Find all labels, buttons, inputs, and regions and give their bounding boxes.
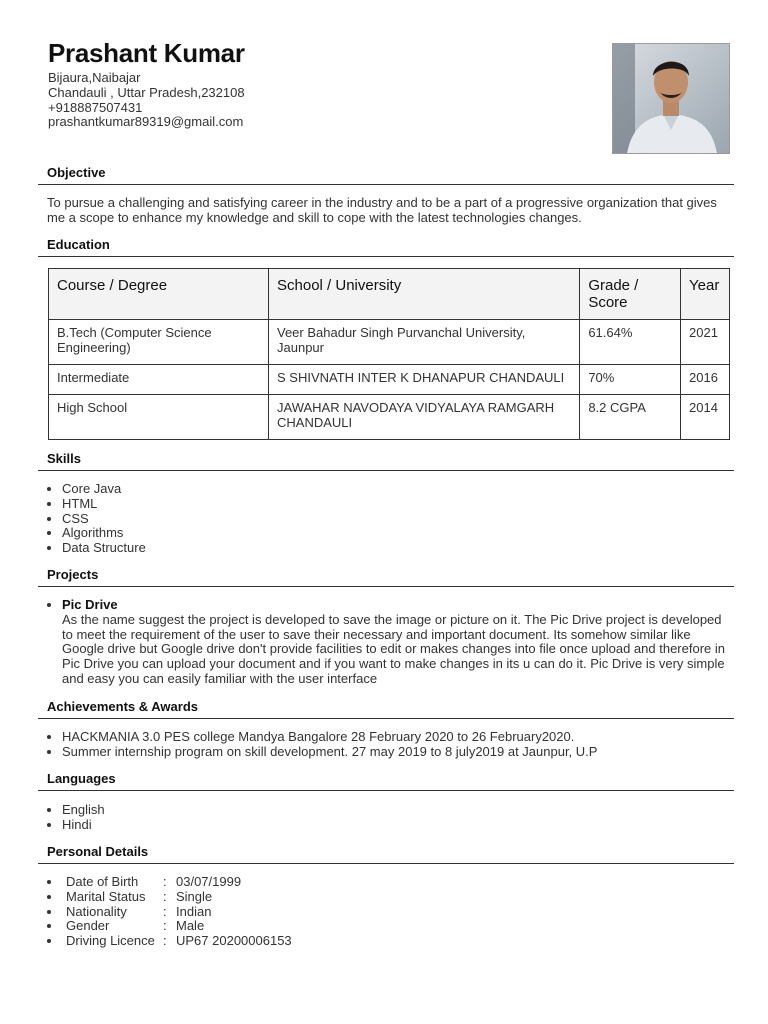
section-divider: [38, 470, 734, 471]
list-item: [62, 905, 732, 920]
detail-label: Marital Status: [66, 888, 146, 904]
projects-title: Projects: [47, 567, 99, 582]
projects-list: [47, 598, 732, 687]
cell-grade: 70%: [580, 365, 681, 395]
detail-value: Male: [176, 918, 205, 934]
detail-separator: :: [163, 918, 167, 934]
cell-course: B.Tech (Computer Science Engineering): [49, 320, 269, 365]
achievements-title: Achievements & Awards: [47, 699, 199, 714]
skills-title: Skills: [47, 451, 81, 466]
cell-school: JAWAHAR NAVODAYA VIDYALAYA RAMGARH CHANDAULI: [269, 395, 580, 440]
list-item: • Hindi: [62, 818, 732, 833]
skills-list: [47, 482, 732, 556]
objective-section-header: [38, 165, 734, 185]
detail-value: Indian: [176, 903, 212, 919]
cell-grade: 61.64%: [580, 320, 681, 365]
detail-separator: :: [163, 903, 167, 919]
project-name: Pic Drive: [62, 597, 118, 612]
detail-label: Gender: [66, 918, 110, 934]
detail-value: Single: [176, 888, 213, 904]
cell-year: 2016: [681, 365, 730, 395]
table-row: [49, 395, 730, 440]
profile-photo-image: [613, 44, 729, 153]
achievements-section-header: [38, 699, 734, 719]
section-divider: [38, 586, 734, 587]
header-school-university: School / University: [269, 269, 580, 320]
cell-grade: 8.2 CGPA: [580, 395, 681, 440]
personal-title: Personal Details: [47, 844, 149, 859]
detail-value: 03/07/1999: [176, 874, 242, 889]
education-table-header-row: [49, 269, 730, 320]
skills-section-header: [38, 451, 734, 471]
section-divider: [38, 256, 734, 257]
cell-school: Veer Bahadur Singh Purvanchal University, Jaunpur: [269, 320, 580, 365]
table-row: [49, 365, 730, 395]
header-grade-score: Grade / Score: [580, 269, 681, 320]
section-divider: [38, 184, 734, 185]
list-item: [62, 919, 732, 934]
detail-separator: :: [163, 874, 167, 889]
languages-title: Languages: [47, 771, 116, 786]
detail-separator: :: [163, 888, 167, 904]
list-item: • HACKMANIA 3.0 PES college Mandya Bangalore 28 February 2020 to 26 February2020.: [62, 730, 732, 745]
header: [48, 38, 608, 130]
list-item: • Core Java: [62, 482, 732, 497]
detail-value: UP67 20200006153: [176, 933, 292, 949]
objective-title: Objective: [47, 165, 106, 180]
profile-photo: [612, 43, 730, 154]
education-section-header: [38, 237, 734, 257]
cell-school: S SHIVNATH INTER K DHANAPUR CHANDAULI: [269, 365, 580, 395]
address-line-1: Bijaura,Naibajar: [48, 70, 141, 85]
cell-course: High School: [49, 395, 269, 440]
cell-course: Intermediate: [49, 365, 269, 395]
detail-label: Date of Birth: [66, 874, 139, 889]
cell-year: 2014: [681, 395, 730, 440]
personal-section-header: [38, 844, 734, 864]
achievements-list: [47, 730, 732, 760]
list-item: [62, 934, 732, 949]
detail-separator: :: [163, 933, 167, 949]
email-address[interactable]: prashantkumar89319@gmail.com: [48, 114, 244, 130]
list-item: [62, 890, 732, 905]
list-item: • Summer internship program on skill development. 27 may 2019 to 8 july2019 at Jaunpur, U.P: [62, 745, 732, 760]
objective-text: To pursue a challenging and satisfying career in the industry and to be a part of a progressive organization that gives me a scope to enhance my knowledge and skill to cope with the latest technologies changes.: [47, 195, 717, 225]
section-divider: [38, 863, 734, 864]
section-divider: [38, 718, 734, 719]
personal-details-list: [47, 875, 732, 949]
header-course-degree: Course / Degree: [49, 269, 269, 320]
list-item: • English: [62, 803, 732, 818]
list-item: [62, 598, 732, 687]
list-item: • HTML: [62, 497, 732, 512]
cell-year: 2021: [681, 320, 730, 365]
languages-list: [47, 803, 732, 833]
header-year: Year: [681, 269, 730, 320]
education-title: Education: [47, 237, 110, 252]
languages-section-header: [38, 771, 734, 791]
projects-section-header: [38, 567, 734, 587]
detail-label: Nationality: [66, 903, 127, 919]
list-item: • Data Structure: [62, 541, 732, 556]
education-table: [48, 268, 730, 440]
list-item: [62, 875, 732, 890]
address-line-2: Chandauli , Uttar Pradesh,232108: [48, 84, 245, 100]
project-description: As the name suggest the project is developed to save the image or picture on it. The Pic Drive project is developed to meet the requirement of the user to save their necessary and important document. Its somehow similar like Google drive but Google drive don't provide facilities to edit or makes changes into file once upload and therefore in Pic Drive you can upload your document and if you want to make changes in its u can do it. Pic Drive is very simple and easy you can easily familiar with the user interface: [62, 611, 725, 686]
detail-label: Driving Licence: [66, 933, 155, 949]
list-item: • CSS: [62, 512, 732, 527]
list-item: • Algorithms: [62, 526, 732, 541]
section-divider: [38, 790, 734, 791]
candidate-name: Prashant Kumar: [48, 38, 245, 68]
table-row: [49, 320, 730, 365]
phone-number: +918887507431: [48, 99, 143, 115]
